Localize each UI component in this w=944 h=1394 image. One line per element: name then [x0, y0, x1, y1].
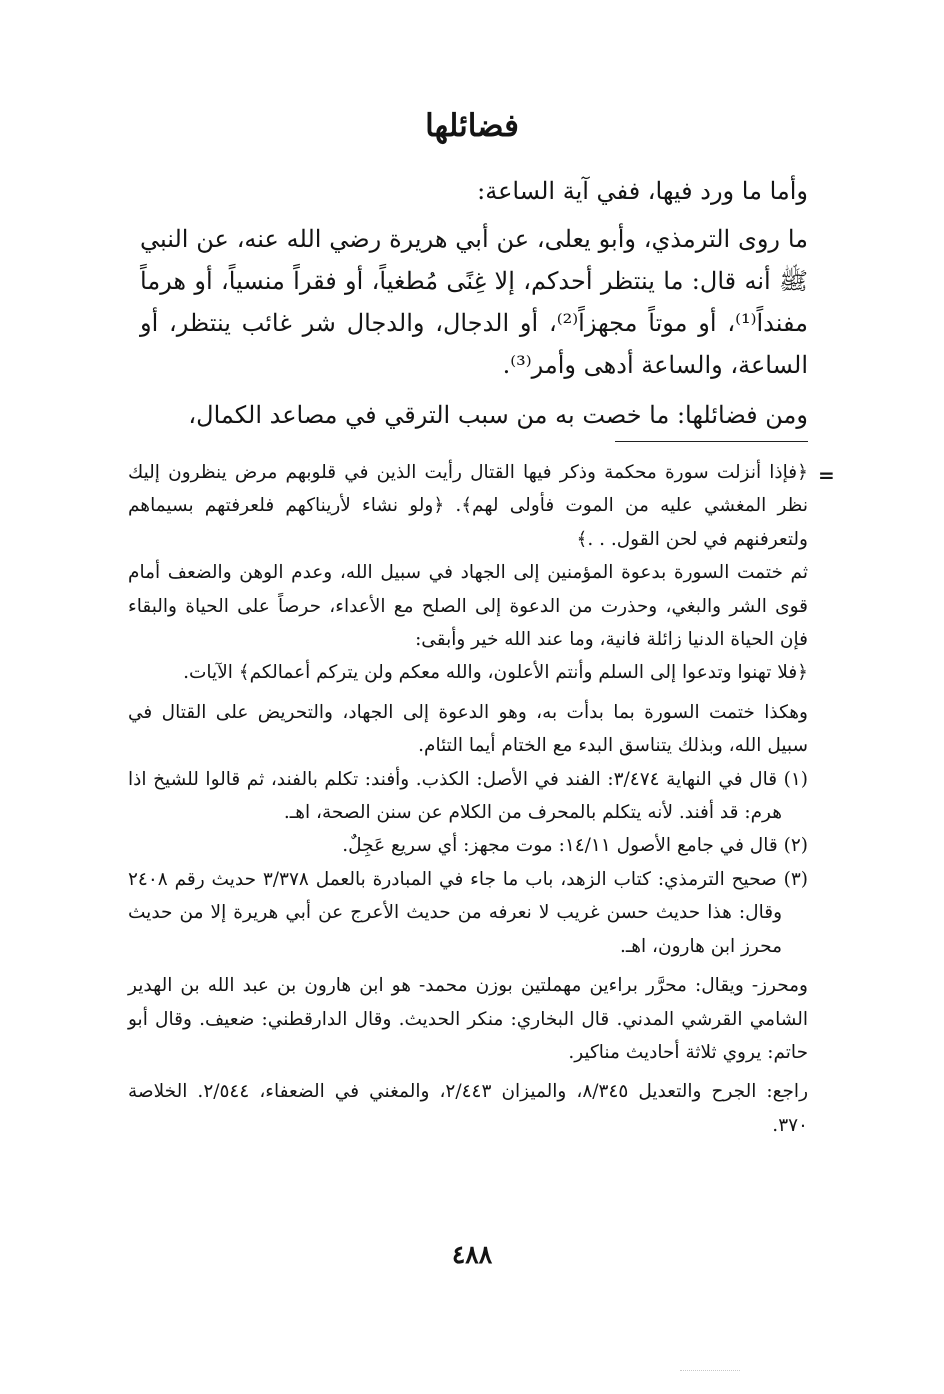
footnote-references: راجع: الجرح والتعديل ٨/٣٤٥، والميزان ٢/٤٤٣، والمغني في الضعفاء، ٢/٥٤٤. الخلاصة ٣٧٠.: [128, 1081, 809, 1136]
hadith-paragraph: ما روى الترمذي، وأبو يعلى، عن أبي هريرة رضي الله عنه، عن النبي ﷺ أنه قال: ما ينتظر أحدكم، إلا غِنًى مُطغياً، أو فقراً منسياً، أو هرماً مفنداً⁽¹⁾، أو موتاً مجهزاً⁽²⁾، أو الدجال، والدجال شر غائب ينتظر، أو الساعة، والساعة أدهى وأمر⁽³⁾.: [140, 225, 808, 379]
footnote-2: (٢) قال في جامع الأصول ١٤/١١: موت مجهز: أي سريع عَجِلٌ.: [342, 835, 808, 857]
footnote-1: (١) قال في النهاية ٣/٤٧٤: الفند في الأصل: الكذب. وأفند: تكلم بالفند، ثم قالوا للشيخ اذا هرم: قد أفند. لأنه يتكلم بالمحرف من الكلام عن سنن الصحة، اهـ.: [128, 768, 809, 824]
intro-paragraph: وأما ما ورد فيها، ففي آية الساعة:: [477, 177, 808, 205]
footnote-quote-1: ﴿فإذا أنزلت سورة محكمة وذكر فيها القتال رأيت الذين في قلوبهم مرض ينظرون إليك نظر المغشي عليه من الموت فأولى لهم﴾. ﴿ولو نشاء لأريناكهم فلعرفتهم بسيماهم ولتعرفنهم في لحن القول. . .﴾: [128, 462, 808, 550]
footnote-separator: [615, 441, 808, 442]
footnotes-section: [128, 456, 808, 1142]
footnote-continuation-mark: =: [818, 463, 835, 487]
footnote-3: (٣) صحيح الترمذي: كتاب الزهد، باب ما جاء في المبادرة بالعمل ٣/٣٧٨ حديث رقم ٢٤٠٨ وقال: هذا حديث حسن غريب لا نعرفه من حديث الأعرج عن أبي هريرة إلا من حديث محرز ابن هارون، اهـ.: [128, 868, 808, 957]
virtue-paragraph: ومن فضائلها: ما خصت به من سبب الترقي في مصاعد الكمال،: [188, 401, 808, 429]
footnote-paragraph-3: وهكذا ختمت السورة بما بدأت به، وهو الدعوة إلى الجهاد، والتحريض على القتال في سبيل الله، وبذلك يتناسق البدء مع الختام أيما التئام.: [128, 701, 808, 757]
footnote-quote-2: ﴿فلا تهنوا وتدعوا إلى السلم وأنتم الأعلون، والله معكم ولن يتركم أعمالكم﴾ الآيات.: [183, 662, 808, 684]
footnote-paragraph-2: ثم ختمت السورة بدعوة المؤمنين إلى الجهاد في سبيل الله، وعدم الوهن والضعف أمام قوى الشر والبغي، وحذرت من الدعوة إلى الصلح مع الأعداء، حرصاً على الحياة والبقاء فإن الحياة الدنيا زائلة فانية، وما عند الله خير وأبقى:: [128, 562, 808, 651]
page-number: ٤٨٨: [451, 1240, 493, 1269]
scan-smudge: [680, 1370, 740, 1374]
section-heading: فضائلها: [425, 108, 519, 144]
footnote-muhriz-note: ومحرز- ويقال: محرَّر براءين مهملتين بوزن محمد- هو ابن هارون بن عبد الله بن الهدير الشامي القرشي المدني. قال البخاري: منكر الحديث. وقال الدارقطني: ضعيف. وقال أبو حاتم: يروي ثلاثة أحاديث مناكير.: [128, 975, 808, 1063]
